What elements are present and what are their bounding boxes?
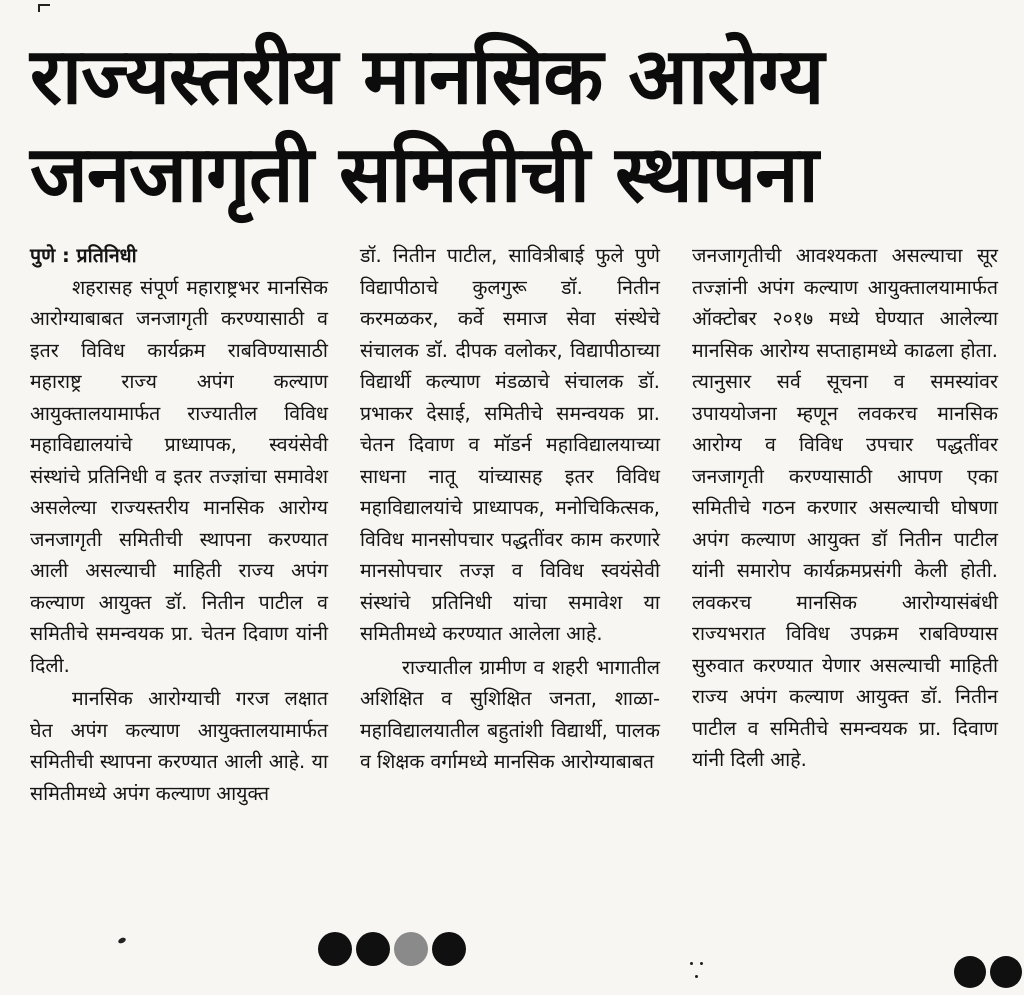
column-3-paragraph-1: जनजागृतीची आवश्यकता असल्याचा सूर तज्ज्ञांनी अपंग कल्याण आयुक्तालयामार्फत ऑक्टोबर २०१७ मध्ये घेण्यात आलेल्या मानसिक आरोग्य सप्ताहामध्ये काढला होता. त्यानुसार सर्व सूचना व समस्यांवर उपाययोजना म्हणून लवकरच मानसिक आरोग्य व विविध उपचार पद्धतींवर जनजागृती करण्यासाठी आपण एका समितीचे गठन करणार असल्याची घोषणा अपंग कल्याण आयुक्त डॉ नितीन पाटील यांनी समारोप कार्यक्रमप्रसंगी केली होती. लवकरच मानसिक आरोग्यासंबंधी राज्यभरात विविध उपक्रम राबविण्यास सुरुवात करण्यात येणार असल्याची माहिती राज्य अपंग कल्याण आयुक्त डॉ. नितीन पाटील व समितीचे समन्वयक प्रा. दिवाण यांनी दिली आहे.	[692, 244, 998, 771]
dot-icon	[356, 932, 390, 966]
article-end-dots	[954, 956, 1022, 988]
article-column-3	[692, 240, 998, 776]
headline-line-2: जनजागृती समितीची स्थापना	[30, 130, 818, 220]
dot-icon	[954, 956, 986, 988]
dot-icon	[990, 956, 1022, 988]
column-1-paragraph-1: शहरासह संपूर्ण महाराष्ट्रभर मानसिक आरोग्याबाबत जनजागृती करण्यासाठी व इतर विविध कार्यक्रम राबविण्यासाठी महाराष्ट्र राज्य अपंग कल्याण आयुक्तालयामार्फत राज्यातील विविध महाविद्यालयांचे प्राध्यापक, स्वयंसेवी संस्थांचे प्रतिनिधी व इतर तज्ज्ञांचा समावेश असलेल्या राज्यस्तरीय मानसिक आरोग्य जनजागृती समितीची स्थापना करण्यात आली असल्याची माहिती राज्य अपंग कल्याण आयुक्त डॉ. नितीन पाटील व समितीचे समन्वयक प्रा. चेतन दिवाण यांनी दिली.	[30, 275, 328, 677]
print-speck	[700, 962, 703, 965]
article-column-1	[30, 240, 328, 809]
column-2-paragraph-1: डॉ. नितीन पाटील, सावित्रीबाई फुले पुणे विद्यापीठाचे कुलगुरू डॉ. नितीन करमळकर, कर्वे समाज सेवा संस्थेचे संचालक डॉ. दीपक वलोकर, विद्यापीठाच्या विद्यार्थी कल्याण मंडळाचे संचालक डॉ. प्रभाकर देसाई, समितीचे समन्वयक प्रा. चेतन दिवाण व मॉडर्न महाविद्यालयाच्या साधना नातू यांच्यासह इतर विविध महाविद्यालयांचे प्राध्यापक, मनोचिकित्सक, विविध मानसोपचार पद्धतींवर काम करणारे मानसोपचार तज्ज्ञ व विविध स्वयंसेवी संस्थांचे प्रतिनिधी यांचा समावेश या समितीमध्ये करण्यात आलेला आहे.	[360, 244, 660, 645]
print-speck	[117, 937, 126, 945]
column-1-paragraph-2: मानसिक आरोग्याची गरज लक्षात घेत अपंग कल्याण आयुक्तालयामार्फत समितीची स्थापना करण्यात आली आहे. या समितीमध्ये अपंग कल्याण आयुक्त	[30, 687, 328, 805]
print-speck	[690, 962, 693, 965]
article-column-2	[360, 240, 660, 778]
section-end-dots	[318, 932, 466, 966]
crop-mark	[38, 4, 50, 12]
dateline: पुणे : प्रतिनिधी	[30, 244, 137, 267]
dot-icon	[394, 932, 428, 966]
headline-line-1: राज्यस्तरीय मानसिक आरोग्य	[30, 32, 824, 122]
dot-icon	[432, 932, 466, 966]
dot-icon	[318, 932, 352, 966]
headline	[30, 28, 990, 224]
print-speck	[695, 975, 698, 978]
column-2-paragraph-2: राज्यातील ग्रामीण व शहरी भागातील अशिक्षित व सुशिक्षित जनता, शाळा- महाविद्यालयातील बहुतांशी विद्यार्थी, पालक व शिक्षक वर्गामध्ये मानसिक आरोग्याबाबत	[360, 655, 660, 773]
